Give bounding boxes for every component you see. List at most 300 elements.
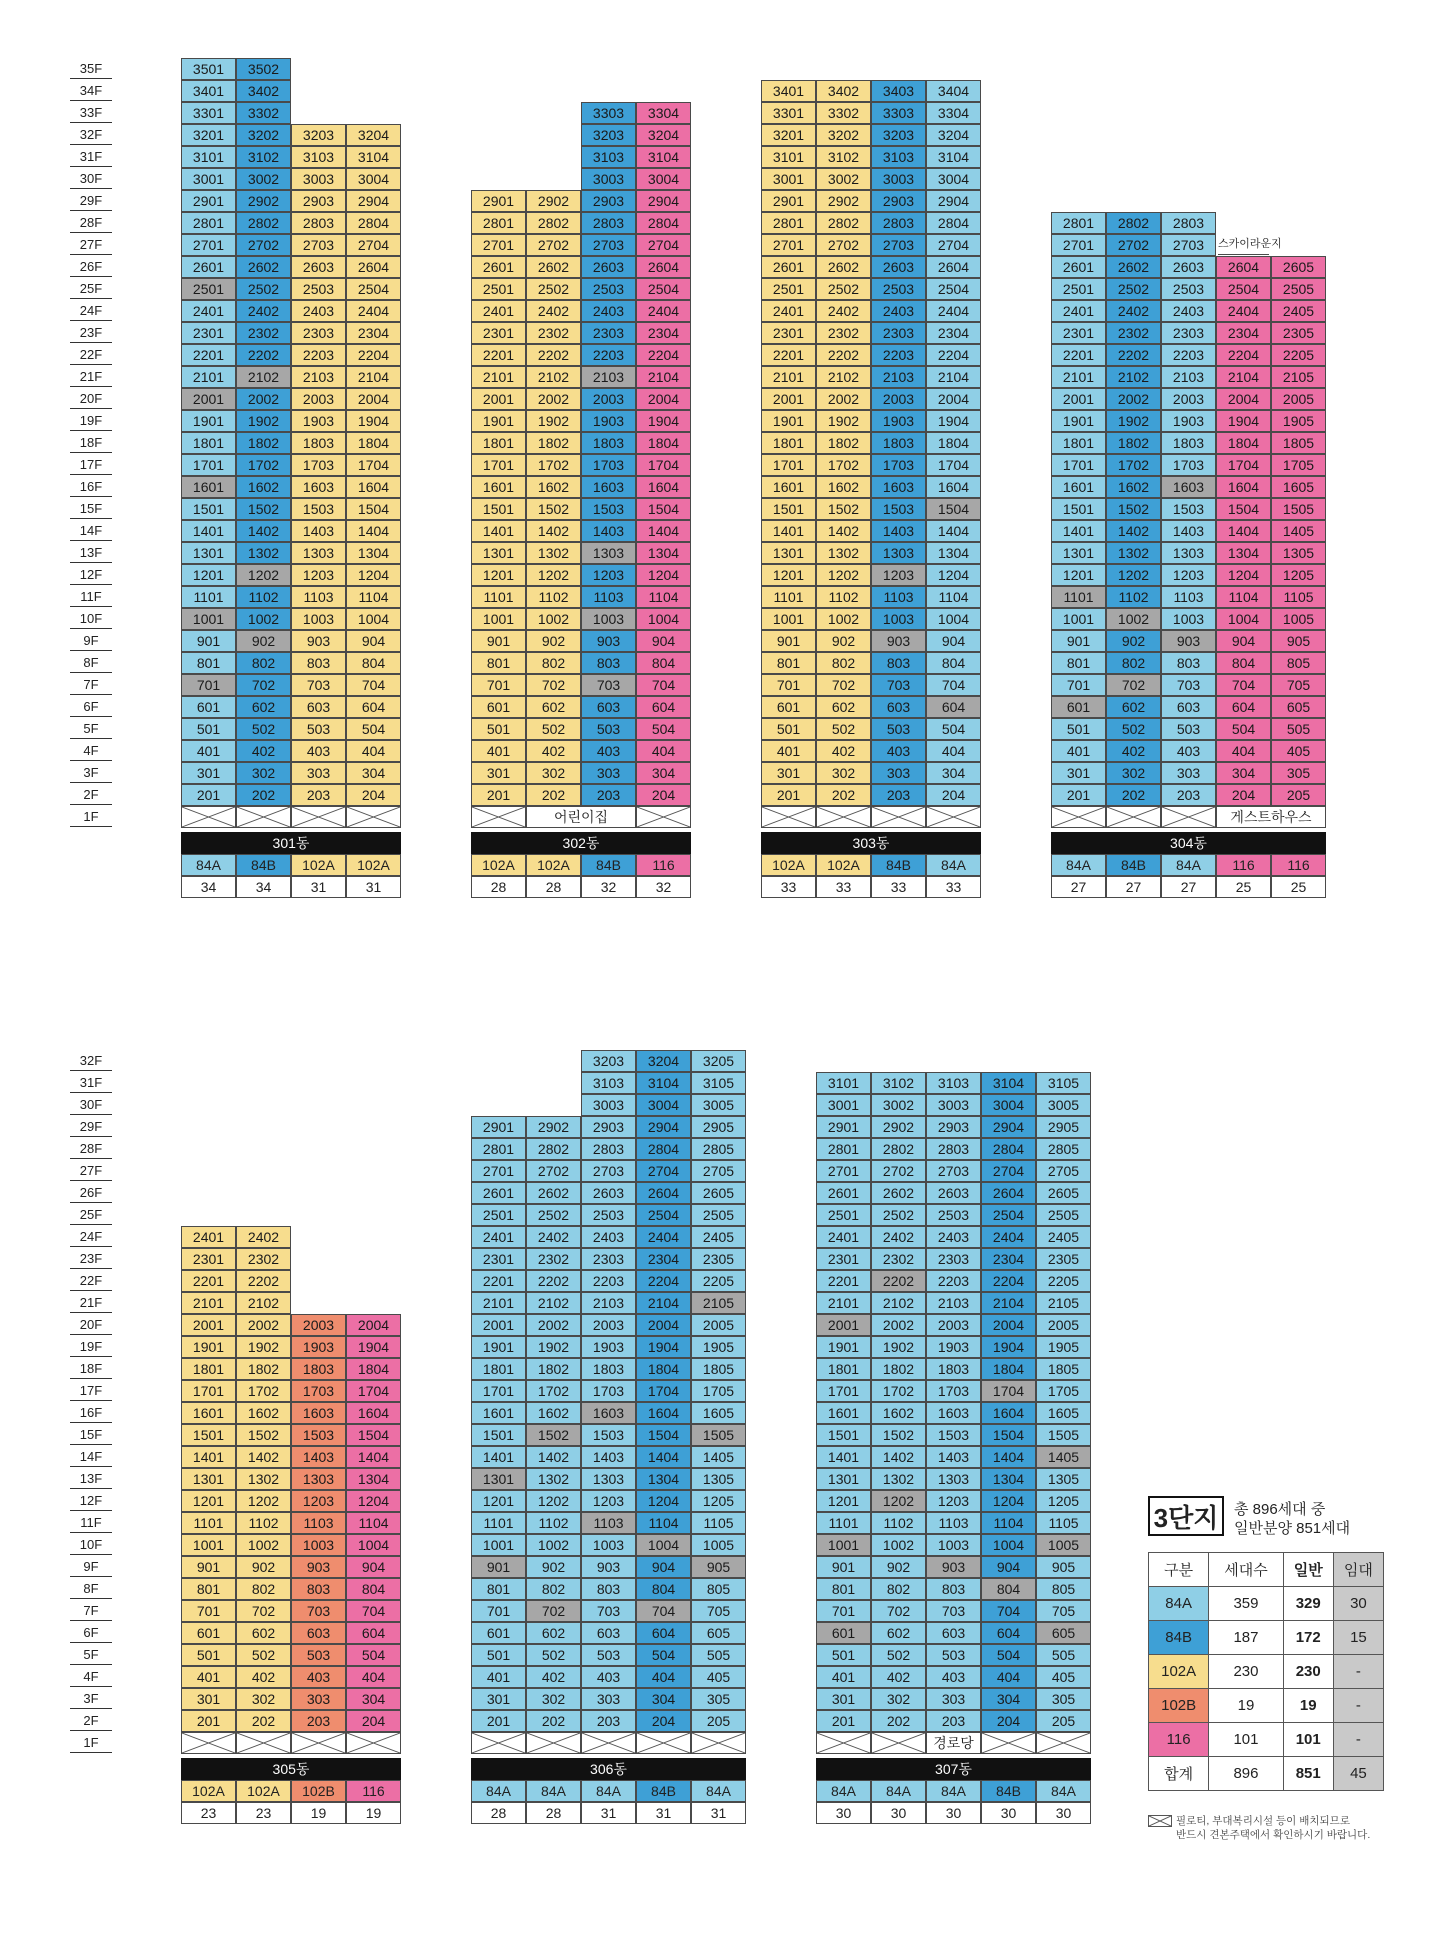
unit-cell: 1602 xyxy=(236,1402,291,1424)
unit-cell: 205 xyxy=(1271,784,1326,806)
unit-cell: 901 xyxy=(761,630,816,652)
unit-cell: 2505 xyxy=(1271,278,1326,300)
unit-cell: 1604 xyxy=(1216,476,1271,498)
unit-cell: 1001 xyxy=(816,1534,871,1556)
unit-cell: 2203 xyxy=(291,344,346,366)
unit-cell: 2201 xyxy=(761,344,816,366)
unit-cell: 2301 xyxy=(471,1248,526,1270)
unit-cell: 1003 xyxy=(871,608,926,630)
tower-type-cell: 116 xyxy=(346,1780,401,1802)
tower-type-cell: 84A xyxy=(816,1780,871,1802)
unit-cell: 1702 xyxy=(816,454,871,476)
unit-cell: 2602 xyxy=(1106,256,1161,278)
unit-cell: 502 xyxy=(236,1644,291,1666)
unit-cell: 403 xyxy=(1161,740,1216,762)
unit-cell: 2902 xyxy=(871,1116,926,1138)
unit-cell: 1804 xyxy=(926,432,981,454)
unit-cell: 1603 xyxy=(871,476,926,498)
unit-cell: 1904 xyxy=(346,410,401,432)
unit-cell: 1704 xyxy=(346,454,401,476)
tower-type-cell: 116 xyxy=(636,854,691,876)
unit-cell: 3001 xyxy=(816,1094,871,1116)
unit-cell: 1001 xyxy=(181,1534,236,1556)
tower-count-cell: 28 xyxy=(526,876,581,898)
summary-total: 187 xyxy=(1209,1621,1283,1655)
tower-type-cell: 84A xyxy=(581,1780,636,1802)
summary-row xyxy=(1149,1587,1384,1621)
unit-cell: 3001 xyxy=(181,168,236,190)
unit-cell: 3204 xyxy=(636,1050,691,1072)
unit-cell: 2202 xyxy=(236,344,291,366)
unit-cell: 501 xyxy=(181,718,236,740)
unit-cell: 1301 xyxy=(471,542,526,564)
unit-cell: 1701 xyxy=(816,1380,871,1402)
unit-cell: 1604 xyxy=(926,476,981,498)
unit-cell: 2901 xyxy=(761,190,816,212)
unit-cell: 2001 xyxy=(181,388,236,410)
unit-cell: 805 xyxy=(1036,1578,1091,1600)
unit-cell: 1904 xyxy=(346,1336,401,1358)
unit-cell: 2502 xyxy=(526,1204,581,1226)
unit-cell: 502 xyxy=(526,1644,581,1666)
unit-cell: 2501 xyxy=(471,1204,526,1226)
unit-cell: 1002 xyxy=(526,608,581,630)
unit-cell: 602 xyxy=(816,696,871,718)
unit-cell: 1804 xyxy=(981,1358,1036,1380)
floor-label: 25F xyxy=(70,278,112,299)
unit-cell: 601 xyxy=(181,1622,236,1644)
summary-total: 101 xyxy=(1209,1723,1283,1757)
unit-cell: 1102 xyxy=(236,1512,291,1534)
unit-cell: 204 xyxy=(346,1710,401,1732)
unit-cell: 2104 xyxy=(636,1292,691,1314)
unit-cell: 2901 xyxy=(471,1116,526,1138)
unit-cell: 1004 xyxy=(636,1534,691,1556)
unit-cell: 302 xyxy=(871,1688,926,1710)
unit-cell: 1904 xyxy=(1216,410,1271,432)
unit-cell: 2103 xyxy=(581,366,636,388)
unit-cell: 3302 xyxy=(236,102,291,124)
unit-cell: 2402 xyxy=(816,300,871,322)
unit-cell: 2303 xyxy=(581,1248,636,1270)
unit-cell: 804 xyxy=(346,652,401,674)
unit-cell: 303 xyxy=(871,762,926,784)
unit-cell: 2304 xyxy=(1216,322,1271,344)
unit-cell: 1102 xyxy=(1106,586,1161,608)
summary-row xyxy=(1149,1621,1384,1655)
unit-cell: 804 xyxy=(636,652,691,674)
unit-cell: 1502 xyxy=(871,1424,926,1446)
pilotis-cell xyxy=(291,1732,346,1754)
tower-count-cell: 32 xyxy=(636,876,691,898)
unit-cell: 2803 xyxy=(871,212,926,234)
unit-cell: 3105 xyxy=(1036,1072,1091,1094)
unit-cell: 1304 xyxy=(636,1468,691,1490)
unit-cell: 204 xyxy=(1216,784,1271,806)
unit-cell: 601 xyxy=(816,1622,871,1644)
unit-cell: 1802 xyxy=(816,432,871,454)
unit-cell: 301 xyxy=(816,1688,871,1710)
floor-label: 10F xyxy=(70,608,112,629)
unit-cell: 2701 xyxy=(471,1160,526,1182)
unit-cell: 3101 xyxy=(761,146,816,168)
tower-type-cell: 84B xyxy=(1106,854,1161,876)
unit-cell: 1903 xyxy=(1161,410,1216,432)
unit-cell: 1202 xyxy=(236,1490,291,1512)
unit-cell: 1602 xyxy=(816,476,871,498)
unit-cell: 1701 xyxy=(181,1380,236,1402)
unit-cell: 2704 xyxy=(981,1160,1036,1182)
tower-type-cell: 84B xyxy=(236,854,291,876)
unit-cell: 904 xyxy=(636,1556,691,1578)
unit-cell: 402 xyxy=(526,1666,581,1688)
unit-cell: 2503 xyxy=(1161,278,1216,300)
unit-cell: 1304 xyxy=(346,542,401,564)
tower-count-cell: 31 xyxy=(691,1802,746,1824)
unit-cell: 804 xyxy=(636,1578,691,1600)
unit-cell: 2702 xyxy=(1106,234,1161,256)
unit-cell: 1603 xyxy=(1161,476,1216,498)
floor-label: 27F xyxy=(70,234,112,255)
unit-cell: 2305 xyxy=(1271,322,1326,344)
unit-cell: 3201 xyxy=(761,124,816,146)
unit-cell: 1401 xyxy=(471,520,526,542)
unit-cell: 1205 xyxy=(1271,564,1326,586)
unit-cell: 2201 xyxy=(181,1270,236,1292)
unit-cell: 2704 xyxy=(636,1160,691,1182)
unit-cell: 202 xyxy=(526,1710,581,1732)
unit-cell: 303 xyxy=(926,1688,981,1710)
unit-cell: 2502 xyxy=(236,278,291,300)
unit-cell: 1604 xyxy=(636,1402,691,1424)
unit-cell: 802 xyxy=(236,652,291,674)
unit-cell: 2301 xyxy=(1051,322,1106,344)
unit-cell: 1403 xyxy=(926,1446,981,1468)
unit-cell: 1803 xyxy=(871,432,926,454)
unit-cell: 2304 xyxy=(346,322,401,344)
unit-cell: 901 xyxy=(181,630,236,652)
unit-cell: 3002 xyxy=(871,1094,926,1116)
unit-cell: 1303 xyxy=(871,542,926,564)
unit-cell: 2303 xyxy=(581,322,636,344)
unit-cell: 1901 xyxy=(471,1336,526,1358)
tower-type-cell: 102A xyxy=(236,1780,291,1802)
unit-cell: 203 xyxy=(1161,784,1216,806)
unit-cell: 2903 xyxy=(581,190,636,212)
summary-general: 230 xyxy=(1283,1655,1333,1689)
tower-count-cell: 19 xyxy=(291,1802,346,1824)
unit-cell: 1002 xyxy=(236,1534,291,1556)
unit-cell: 2603 xyxy=(926,1182,981,1204)
unit-cell: 1904 xyxy=(981,1336,1036,1358)
unit-cell: 1801 xyxy=(1051,432,1106,454)
unit-cell: 602 xyxy=(236,696,291,718)
unit-cell: 1502 xyxy=(526,1424,581,1446)
unit-cell: 304 xyxy=(926,762,981,784)
unit-cell: 2604 xyxy=(346,256,401,278)
tower-type-cell: 84A xyxy=(1161,854,1216,876)
unit-cell: 403 xyxy=(871,740,926,762)
unit-cell: 2202 xyxy=(1106,344,1161,366)
unit-cell: 2802 xyxy=(236,212,291,234)
unit-cell: 2304 xyxy=(636,322,691,344)
unit-cell: 1304 xyxy=(346,1468,401,1490)
unit-cell: 1401 xyxy=(816,1446,871,1468)
unit-cell: 2101 xyxy=(761,366,816,388)
summary-row xyxy=(1149,1723,1384,1757)
unit-cell: 704 xyxy=(636,1600,691,1622)
unit-cell: 802 xyxy=(236,1578,291,1600)
unit-cell: 2902 xyxy=(526,1116,581,1138)
unit-cell: 303 xyxy=(1161,762,1216,784)
unit-cell: 501 xyxy=(471,1644,526,1666)
unit-cell: 2704 xyxy=(926,234,981,256)
unit-cell: 2802 xyxy=(816,212,871,234)
unit-cell: 304 xyxy=(1216,762,1271,784)
unit-cell: 1802 xyxy=(526,432,581,454)
unit-cell: 302 xyxy=(1106,762,1161,784)
unit-cell: 3203 xyxy=(291,124,346,146)
unit-cell: 1101 xyxy=(471,1512,526,1534)
unit-cell: 1004 xyxy=(1216,608,1271,630)
unit-cell: 2602 xyxy=(236,256,291,278)
unit-cell: 1003 xyxy=(581,608,636,630)
tower-type-cell: 102B xyxy=(291,1780,346,1802)
unit-cell: 1204 xyxy=(346,564,401,586)
unit-cell: 1002 xyxy=(236,608,291,630)
unit-cell: 402 xyxy=(236,740,291,762)
unit-cell: 1102 xyxy=(236,586,291,608)
unit-cell: 1101 xyxy=(761,586,816,608)
unit-cell: 2803 xyxy=(1161,212,1216,234)
unit-cell: 1701 xyxy=(471,454,526,476)
summary-row xyxy=(1149,1655,1384,1689)
floor-label: 22F xyxy=(70,344,112,365)
unit-cell: 3003 xyxy=(926,1094,981,1116)
unit-cell: 2901 xyxy=(816,1116,871,1138)
unit-cell: 2503 xyxy=(871,278,926,300)
unit-cell: 2405 xyxy=(1036,1226,1091,1248)
unit-cell: 1702 xyxy=(236,1380,291,1402)
unit-cell: 1402 xyxy=(236,520,291,542)
unit-cell: 1001 xyxy=(181,608,236,630)
unit-cell: 2101 xyxy=(181,366,236,388)
tower-type-cell: 116 xyxy=(1271,854,1326,876)
unit-cell: 801 xyxy=(816,1578,871,1600)
unit-cell: 2305 xyxy=(1036,1248,1091,1270)
unit-cell: 1003 xyxy=(291,1534,346,1556)
unit-cell: 203 xyxy=(926,1710,981,1732)
unit-cell: 1505 xyxy=(1036,1424,1091,1446)
unit-cell: 2503 xyxy=(291,278,346,300)
unit-cell: 1904 xyxy=(636,1336,691,1358)
unit-cell: 1201 xyxy=(181,564,236,586)
unit-cell: 2302 xyxy=(871,1248,926,1270)
unit-cell: 1704 xyxy=(926,454,981,476)
unit-cell: 1401 xyxy=(1051,520,1106,542)
unit-cell: 2703 xyxy=(291,234,346,256)
unit-cell: 1302 xyxy=(526,542,581,564)
unit-cell: 1202 xyxy=(526,564,581,586)
floor-label: 20F xyxy=(70,388,112,409)
unit-cell: 2302 xyxy=(526,1248,581,1270)
unit-cell: 201 xyxy=(181,784,236,806)
floor-label: 8F xyxy=(70,652,112,673)
unit-cell: 1801 xyxy=(181,1358,236,1380)
unit-cell: 2405 xyxy=(1271,300,1326,322)
unit-cell: 2103 xyxy=(291,366,346,388)
pilotis-cell xyxy=(636,806,691,828)
floor-label: 3F xyxy=(70,1688,112,1709)
unit-cell: 1202 xyxy=(816,564,871,586)
unit-cell: 2303 xyxy=(871,322,926,344)
unit-cell: 3204 xyxy=(926,124,981,146)
unit-cell: 2302 xyxy=(526,322,581,344)
unit-cell: 2003 xyxy=(1161,388,1216,410)
summary-total: 359 xyxy=(1209,1587,1283,1621)
unit-cell: 1303 xyxy=(291,1468,346,1490)
unit-cell: 1203 xyxy=(581,564,636,586)
sky-lounge-label: 스카이라운지 xyxy=(1218,234,1269,255)
unit-cell: 2001 xyxy=(471,388,526,410)
unit-cell: 2302 xyxy=(1106,322,1161,344)
unit-cell: 2003 xyxy=(291,388,346,410)
unit-cell: 503 xyxy=(291,718,346,740)
unit-cell: 3005 xyxy=(1036,1094,1091,1116)
unit-cell: 2605 xyxy=(691,1182,746,1204)
unit-cell: 2801 xyxy=(816,1138,871,1160)
unit-cell: 2604 xyxy=(636,1182,691,1204)
unit-cell: 1001 xyxy=(471,1534,526,1556)
unit-cell: 901 xyxy=(471,630,526,652)
unit-cell: 2204 xyxy=(636,344,691,366)
summary-rent: 45 xyxy=(1333,1757,1383,1791)
unit-cell: 1103 xyxy=(926,1512,981,1534)
unit-cell: 601 xyxy=(181,696,236,718)
summary-row xyxy=(1149,1689,1384,1723)
unit-cell: 1105 xyxy=(1036,1512,1091,1534)
floor-label: 32F xyxy=(70,124,112,145)
unit-cell: 1203 xyxy=(291,564,346,586)
unit-cell: 1003 xyxy=(581,1534,636,1556)
unit-cell: 501 xyxy=(1051,718,1106,740)
unit-cell: 2802 xyxy=(526,1138,581,1160)
unit-cell: 202 xyxy=(1106,784,1161,806)
unit-cell: 1601 xyxy=(471,476,526,498)
unit-cell: 605 xyxy=(1036,1622,1091,1644)
unit-cell: 1703 xyxy=(1161,454,1216,476)
unit-cell: 3203 xyxy=(581,124,636,146)
unit-cell: 1503 xyxy=(581,1424,636,1446)
floor-label: 5F xyxy=(70,1644,112,1665)
unit-cell: 301 xyxy=(761,762,816,784)
ground-facility-label: 게스트하우스 xyxy=(1217,807,1325,827)
unit-cell: 1805 xyxy=(691,1358,746,1380)
unit-cell: 2402 xyxy=(526,300,581,322)
unit-cell: 503 xyxy=(871,718,926,740)
unit-cell: 1903 xyxy=(291,1336,346,1358)
unit-cell: 2504 xyxy=(926,278,981,300)
unit-cell: 1204 xyxy=(346,1490,401,1512)
floor-label: 5F xyxy=(70,718,112,739)
unit-cell: 2805 xyxy=(691,1138,746,1160)
unit-cell: 602 xyxy=(236,1622,291,1644)
unit-cell: 2401 xyxy=(761,300,816,322)
unit-cell: 2005 xyxy=(691,1314,746,1336)
tower-count-cell: 33 xyxy=(816,876,871,898)
unit-cell: 801 xyxy=(471,652,526,674)
tower-type-cell: 116 xyxy=(1216,854,1271,876)
unit-cell: 3204 xyxy=(636,124,691,146)
unit-cell: 1902 xyxy=(1106,410,1161,432)
unit-cell: 2101 xyxy=(181,1292,236,1314)
pilotis-cell xyxy=(981,1732,1036,1754)
unit-cell: 1201 xyxy=(181,1490,236,1512)
unit-cell: 401 xyxy=(471,1666,526,1688)
unit-cell: 1003 xyxy=(926,1534,981,1556)
unit-cell: 1903 xyxy=(871,410,926,432)
unit-cell: 1104 xyxy=(1216,586,1271,608)
unit-cell: 202 xyxy=(236,1710,291,1732)
unit-cell: 1902 xyxy=(526,1336,581,1358)
unit-cell: 1703 xyxy=(871,454,926,476)
unit-cell: 2401 xyxy=(471,1226,526,1248)
unit-cell: 301 xyxy=(471,1688,526,1710)
unit-cell: 2502 xyxy=(871,1204,926,1226)
unit-cell: 1204 xyxy=(1216,564,1271,586)
unit-cell: 1504 xyxy=(346,498,401,520)
unit-cell: 1803 xyxy=(291,1358,346,1380)
tower-type-cell: 102A xyxy=(346,854,401,876)
unit-cell: 2401 xyxy=(1051,300,1106,322)
pilotis-cell xyxy=(1106,806,1161,828)
unit-cell: 2802 xyxy=(526,212,581,234)
unit-cell: 3402 xyxy=(816,80,871,102)
ground-facility-label: 경로당 xyxy=(927,1733,980,1753)
unit-cell: 1804 xyxy=(346,1358,401,1380)
unit-cell: 1404 xyxy=(926,520,981,542)
unit-cell: 501 xyxy=(181,1644,236,1666)
unit-cell: 302 xyxy=(526,1688,581,1710)
unit-cell: 801 xyxy=(181,1578,236,1600)
unit-cell: 2904 xyxy=(346,190,401,212)
unit-cell: 604 xyxy=(926,696,981,718)
unit-cell: 1004 xyxy=(981,1534,1036,1556)
summary-row xyxy=(1149,1757,1384,1791)
unit-cell: 1402 xyxy=(236,1446,291,1468)
unit-cell: 1101 xyxy=(181,1512,236,1534)
unit-cell: 2002 xyxy=(526,388,581,410)
unit-cell: 1901 xyxy=(471,410,526,432)
unit-cell: 1201 xyxy=(1051,564,1106,586)
unit-cell: 2702 xyxy=(816,234,871,256)
unit-cell: 3303 xyxy=(581,102,636,124)
unit-cell: 3003 xyxy=(871,168,926,190)
floor-label: 15F xyxy=(70,498,112,519)
unit-cell: 401 xyxy=(471,740,526,762)
floor-label: 21F xyxy=(70,1292,112,1313)
unit-cell: 804 xyxy=(926,652,981,674)
unit-cell: 1404 xyxy=(1216,520,1271,542)
unit-cell: 1201 xyxy=(471,1490,526,1512)
tower-count-cell: 32 xyxy=(581,876,636,898)
unit-cell: 404 xyxy=(636,1666,691,1688)
unit-cell: 2903 xyxy=(926,1116,981,1138)
unit-cell: 2705 xyxy=(691,1160,746,1182)
unit-cell: 801 xyxy=(181,652,236,674)
summary-header-row xyxy=(1149,1553,1384,1587)
unit-cell: 1205 xyxy=(1036,1490,1091,1512)
